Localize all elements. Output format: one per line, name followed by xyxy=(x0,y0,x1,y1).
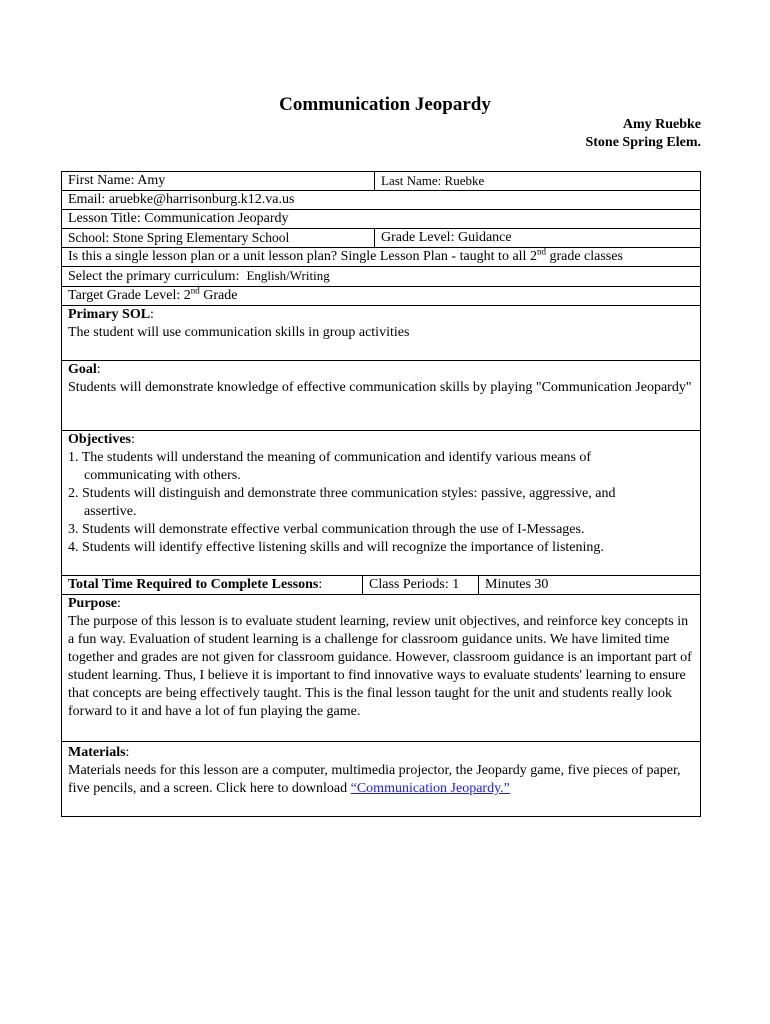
time-label: Total Time Required to Complete Lessons xyxy=(68,577,319,592)
time-label-cell: Total Time Required to Complete Lessons: xyxy=(68,577,323,592)
target-grade-superscript: nd xyxy=(190,285,200,296)
objective-3: 3. Students will demonstrate effective verbal communication through the use of I-Messages. xyxy=(68,522,585,537)
curriculum-cell xyxy=(62,267,700,286)
school-cell: School: Stone Spring Elementary School xyxy=(68,230,290,245)
lesson-title-row xyxy=(62,210,700,229)
time-row xyxy=(62,576,700,595)
goal-heading: Goal: xyxy=(68,362,101,377)
author-school: Stone Spring Elem. xyxy=(585,135,701,150)
objective-1-continued: communicating with others. xyxy=(84,468,241,483)
goal-section xyxy=(62,361,700,431)
purpose-heading: Purpose: xyxy=(68,596,121,611)
plan-type-row xyxy=(62,248,700,267)
author-name: Amy Ruebke xyxy=(622,117,701,132)
objectives-section xyxy=(62,431,700,576)
objective-1: 1. The students will understand the meaning of communication and identify various means of xyxy=(68,450,592,465)
curriculum-label: Select the primary curriculum: xyxy=(68,269,240,284)
download-link[interactable]: “Communication Jeopardy.” xyxy=(350,781,510,796)
objective-4: 4. Students will identify effective listening skills and will recognize the importance of listening. xyxy=(68,540,604,555)
objectives-heading-text: Objectives xyxy=(68,432,131,447)
purpose-text: The purpose of this lesson is to evaluate student learning, review unit objectives, and reinforce key concepts in a fun way. Evaluation of student learning is a challenge for classroom guidance units. We have limited time together and grades are not given for classroom guidance. However, classroom guidance is an important part of student learning. Thus, I believe it is important to find innovative ways to evaluate students' learning to ensure that concepts are being effectively taught. This is the final lesson taught for the unit and students really look forward to it and have a lot of fun playing the game. xyxy=(68,614,692,719)
objectives-heading: Objectives: xyxy=(68,432,135,447)
materials-text xyxy=(62,762,700,798)
grade-level-cell: Grade Level: Guidance xyxy=(374,229,700,247)
curriculum-row xyxy=(62,267,700,287)
sol-heading-text: Primary SOL xyxy=(68,307,151,322)
sol-text: The student will use communication skills in group activities xyxy=(68,325,410,340)
class-periods-cell: Class Periods: 1 xyxy=(362,576,478,594)
target-grade-suffix: Grade xyxy=(199,288,238,303)
school-row xyxy=(62,229,700,248)
email-cell: Email: aruebke@harrisonburg.k12.va.us xyxy=(68,192,295,207)
purpose-section xyxy=(62,595,700,742)
lesson-title-cell: Lesson Title: Communication Jeopardy xyxy=(68,211,289,226)
lesson-plan-table xyxy=(61,171,701,817)
plan-type-cell xyxy=(62,248,700,266)
target-grade-text: Target Grade Level: 2 xyxy=(68,288,191,303)
materials-section xyxy=(62,742,700,816)
goal-text: Students will demonstrate knowledge of effective communication skills by playing "Communication Jeopardy" xyxy=(68,380,692,395)
plan-type-suffix: grade classes xyxy=(545,249,623,264)
sol-heading: Primary SOL: xyxy=(68,307,154,322)
curriculum-value: English/Writing xyxy=(246,268,330,283)
goal-heading-text: Goal xyxy=(68,362,97,377)
purpose-heading-text: Purpose xyxy=(68,596,117,611)
materials-body: Materials needs for this lesson are a computer, multimedia projector, the Jeopardy game, five pieces of paper, five pencils, and a screen. Click here to download xyxy=(68,763,681,796)
email-row xyxy=(62,191,700,210)
materials-heading: Materials: xyxy=(68,745,130,760)
target-grade-cell xyxy=(62,287,700,305)
sol-section xyxy=(62,306,700,361)
target-grade-row xyxy=(62,287,700,306)
first-name-cell: First Name: Amy xyxy=(68,173,166,188)
document-title: Communication Jeopardy xyxy=(279,94,491,115)
minutes-cell: Minutes 30 xyxy=(478,576,700,594)
plan-type-superscript: nd xyxy=(536,246,546,257)
objective-2: 2. Students will distinguish and demonstrate three communication styles: passive, aggressive, and xyxy=(68,486,616,501)
objective-2-continued: assertive. xyxy=(84,504,137,519)
materials-heading-text: Materials xyxy=(68,745,126,760)
name-row xyxy=(62,172,700,191)
last-name-cell: Last Name: Ruebke xyxy=(374,172,700,190)
plan-type-text: Is this a single lesson plan or a unit lesson plan? Single Lesson Plan - taught to all 2 xyxy=(68,249,537,264)
